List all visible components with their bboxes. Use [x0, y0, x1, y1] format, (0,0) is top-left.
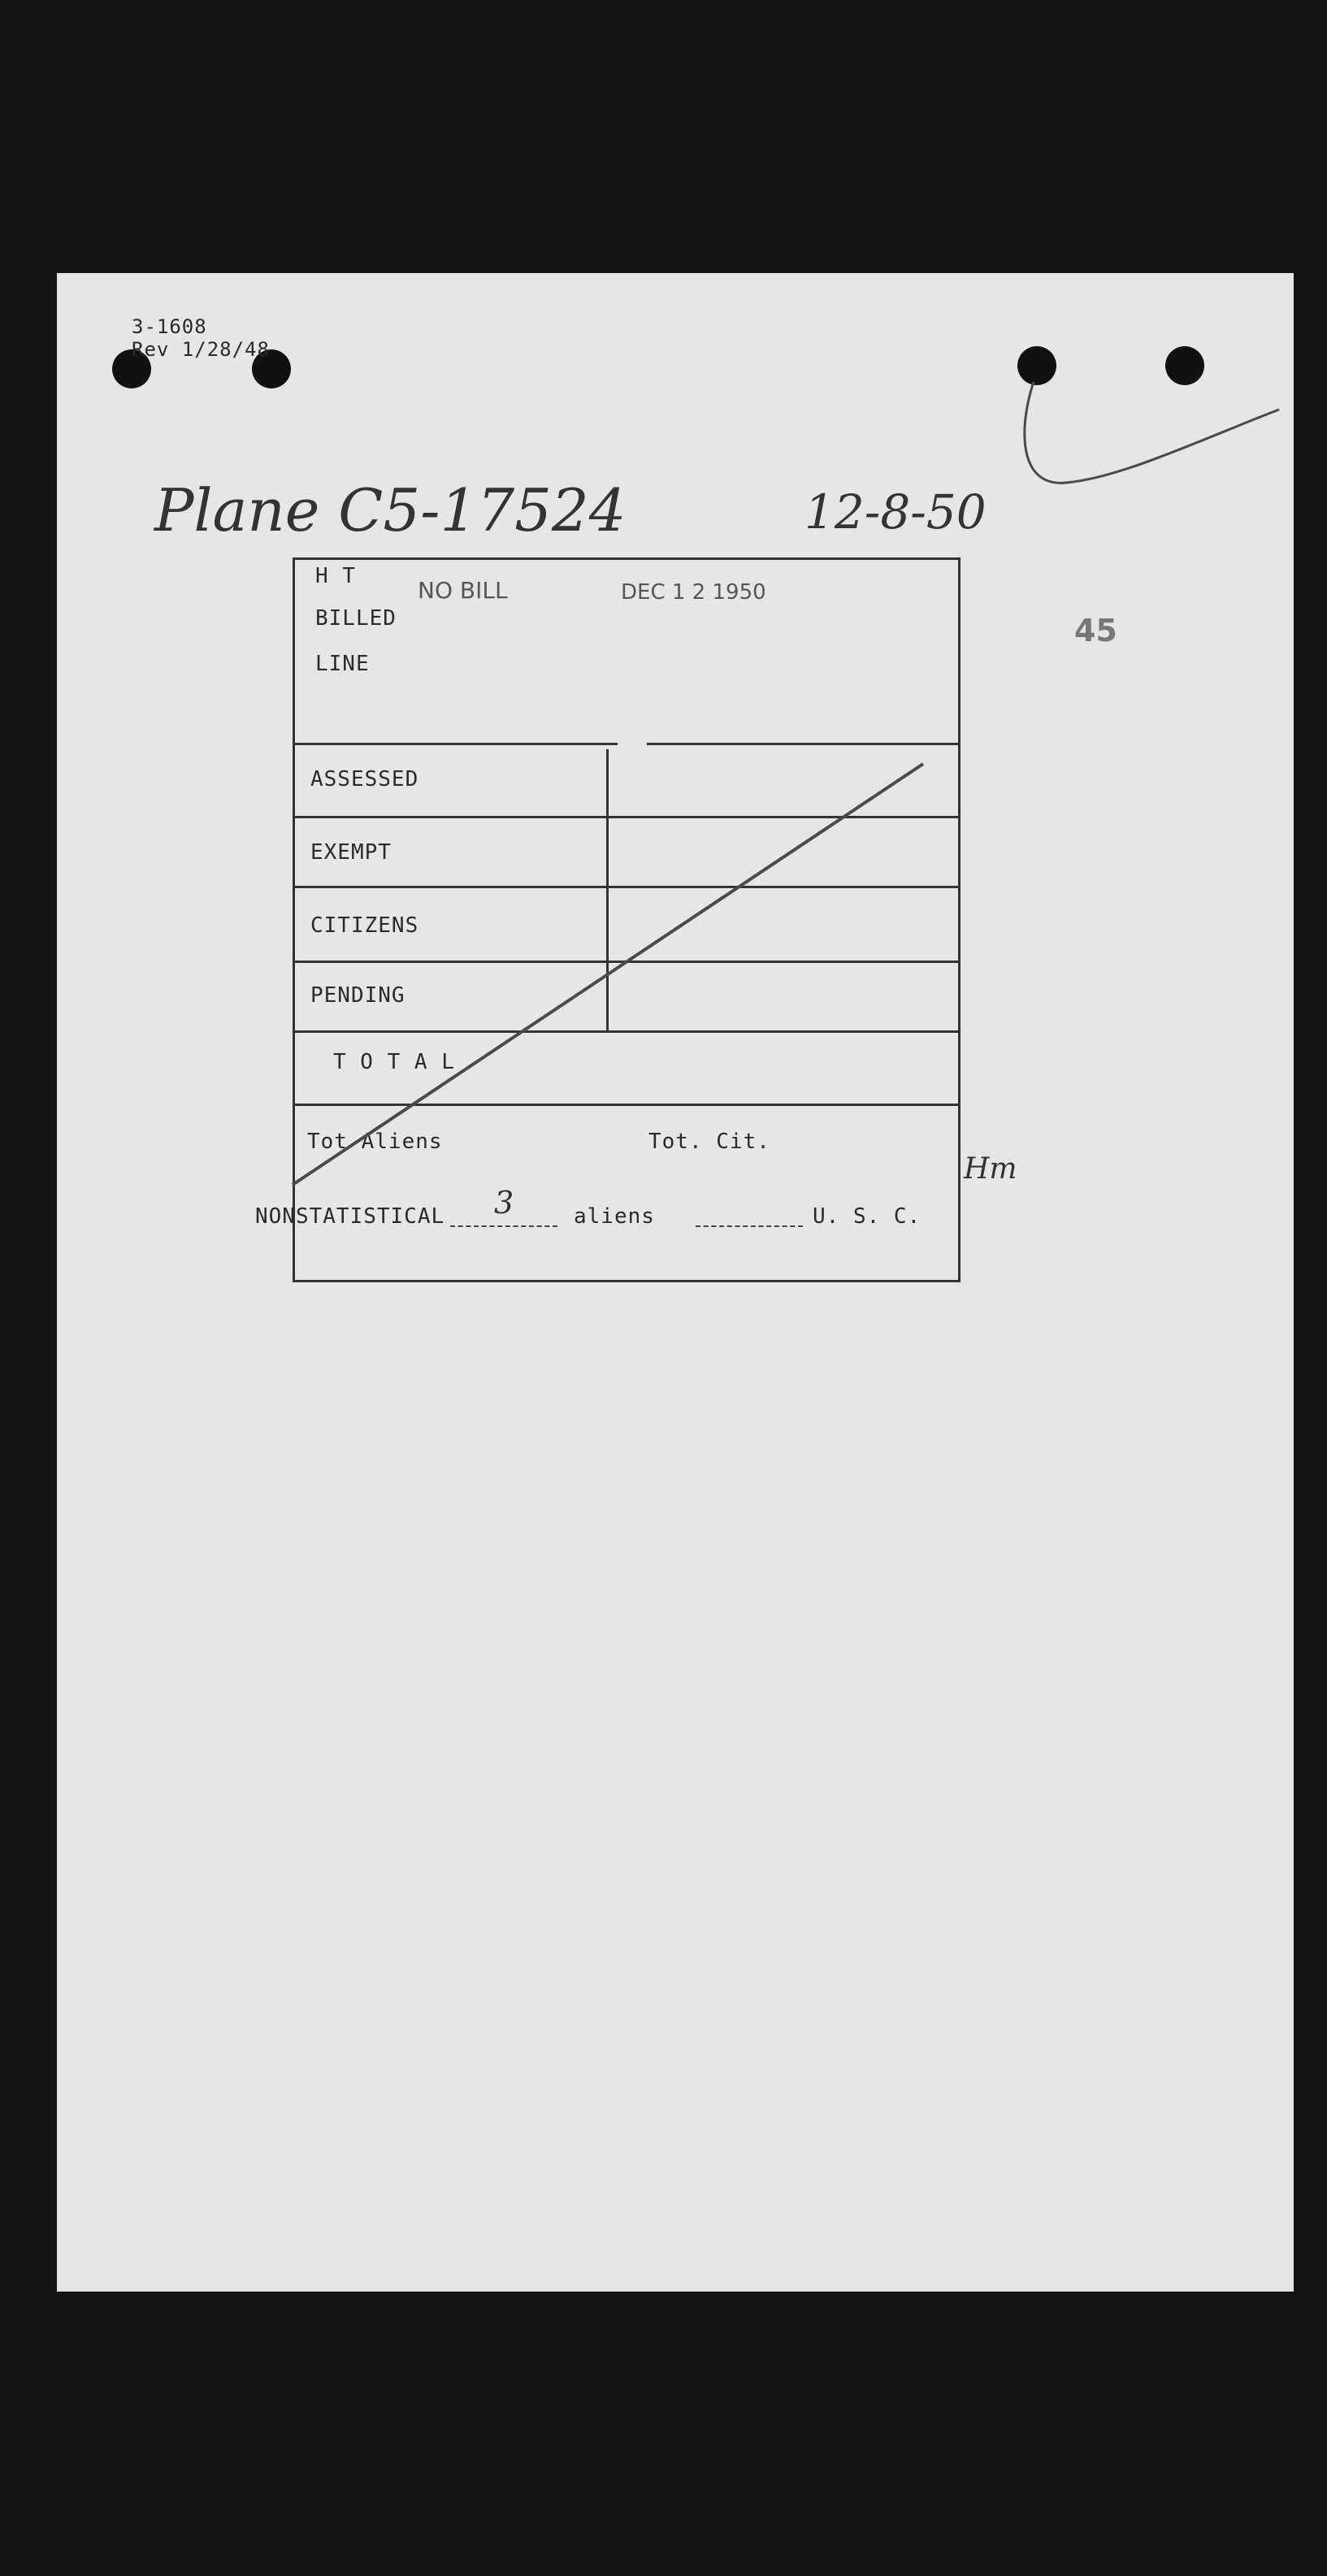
handwritten-initials: Hm — [964, 1152, 1017, 1186]
label-tot-aliens: Tot Aliens — [307, 1130, 443, 1154]
page-number: 45 — [1074, 613, 1117, 648]
form-number: 3-1608 — [132, 315, 207, 338]
handwritten-vessel: Plane C5-17524 — [154, 476, 627, 544]
label-ht: H T — [315, 564, 356, 588]
stamp-date: DEC 1 2 1950 — [621, 580, 766, 605]
label-aliens: aliens — [574, 1204, 655, 1229]
label-tot-cit: Tot. Cit. — [648, 1130, 770, 1154]
label-pending: PENDING — [310, 983, 405, 1008]
label-exempt: EXEMPT — [310, 840, 392, 865]
form-revision: Rev 1/28/48 — [132, 338, 270, 361]
handwritten-nonstatistical-count: 3 — [494, 1185, 514, 1221]
label-assessed: ASSESSED — [310, 767, 419, 791]
label-usc: U. S. C. — [813, 1204, 922, 1229]
label-citizens: CITIZENS — [310, 913, 419, 938]
label-total: T O T A L — [333, 1050, 455, 1074]
diagonal-strike-line — [293, 764, 923, 1185]
label-line: LINE — [315, 652, 370, 676]
label-nonstatistical: NONSTATISTICAL — [255, 1204, 445, 1229]
stamp-no-bill: NO BILL — [418, 577, 508, 604]
pen-stroke-curve — [1025, 382, 1279, 483]
handwritten-date: 12-8-50 — [804, 484, 987, 540]
label-billed: BILLED — [315, 606, 397, 631]
